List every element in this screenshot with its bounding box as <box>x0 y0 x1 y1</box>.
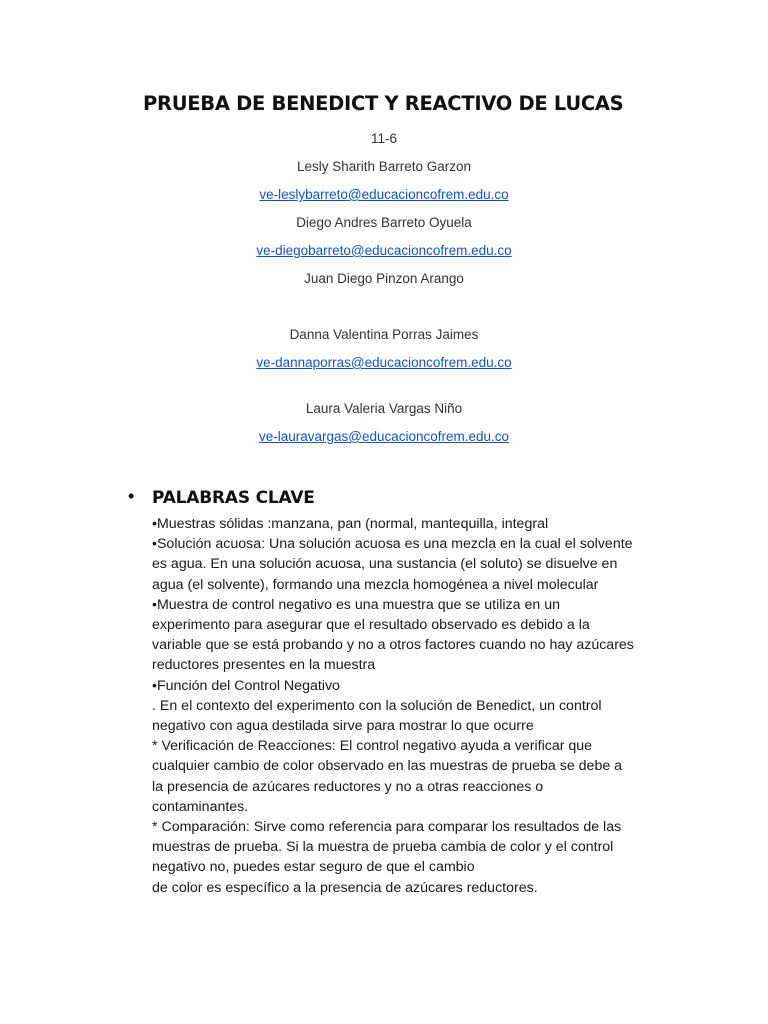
section-heading: PALABRAS CLAVE <box>152 488 315 508</box>
author-email-link[interactable]: ve-lauravargas@educacioncofrem.edu.co <box>258 429 510 444</box>
body-line: variable que se está probando y no a otros factores cuando no hay azúcares <box>152 637 634 654</box>
author-email-link[interactable]: ve-dannaporras@educacioncofrem.edu.co <box>256 355 512 370</box>
body-line: agua (el solvente), formando una mezcla homogénea a nivel molecular <box>152 576 599 593</box>
body-line: •Función del Control Negativo <box>152 677 340 694</box>
body-line: muestras de prueba. Si la muestra de prueba cambia de color y el control <box>152 839 614 856</box>
body-line: negativo no, puedes estar seguro de que el cambio <box>152 859 475 876</box>
body-line: * Comparación: Sirve como referencia para comparar los resultados de las <box>152 819 622 836</box>
author-name: Diego Andres Barreto Oyuela <box>296 215 472 230</box>
body-line: cualquier cambio de color observado en las muestras de prueba se debe a <box>152 758 623 775</box>
document-title: PRUEBA DE BENEDICT Y REACTIVO DE LUCAS <box>143 92 624 115</box>
body-line: •Solución acuosa: Una solución acuosa es una mezcla en la cual el solvente <box>152 536 633 553</box>
body-line: experimento para asegurar que el resultado observado es debido a la <box>152 617 590 634</box>
author-name: Juan Diego Pinzon Arango <box>304 271 464 286</box>
body-line: * Verificación de Reacciones: El control negativo ayuda a verificar que <box>152 738 593 755</box>
body-line: negativo con agua destilada sirve para mostrar lo que ocurre <box>152 718 534 735</box>
body-line: contaminantes. <box>152 798 249 815</box>
body-line: de color es específico a la presencia de azúcares reductores. <box>152 879 538 896</box>
body-line: reductores presentes en la muestra <box>152 657 376 674</box>
body-line: •Muestra de control negativo es una muestra que se utiliza en un <box>152 596 560 613</box>
body-line: . En el contexto del experimento con la solución de Benedict, un control <box>152 697 602 714</box>
body-line: es agua. En una solución acuosa, una sustancia (el soluto) se disuelve en <box>152 556 618 573</box>
author-email-link[interactable]: ve-leslybarreto@educacioncofrem.edu.co <box>259 187 509 202</box>
keywords-body <box>152 514 672 898</box>
body-line: la presencia de azúcares reductores y no a otras reacciones o <box>152 778 544 795</box>
author-name: Laura Valeria Vargas Niño <box>305 401 463 416</box>
author-name: Danna Valentina Porras Jaimes <box>289 327 479 342</box>
author-name: Lesly Sharith Barreto Garzon <box>296 159 472 174</box>
body-line: •Muestras sólidas :manzana, pan (normal, mantequilla, integral <box>152 516 549 532</box>
bullet-icon: • <box>128 486 135 506</box>
group-code: 11-6 <box>370 131 398 146</box>
author-email-link[interactable]: ve-diegobarreto@educacioncofrem.edu.co <box>256 243 512 258</box>
